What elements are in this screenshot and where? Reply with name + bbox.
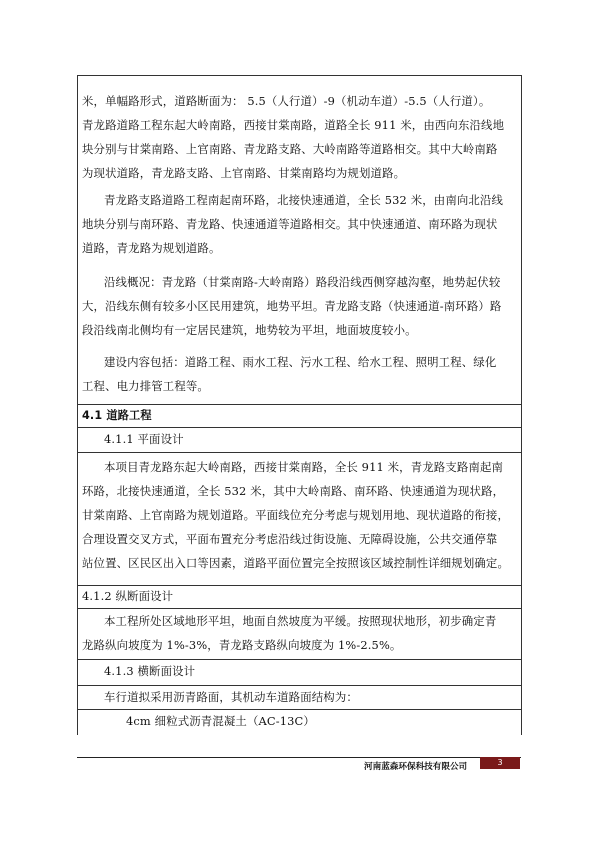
body-line: 龙路纵向坡度为 1%-3%，青龙路支路纵向坡度为 1%-2.5%。: [82, 638, 402, 652]
body-line: 本工程所处区域地形平坦，地面自然坡度为平缓。按照现状地形，初步确定青: [104, 614, 497, 628]
body-line: 车行道拟采用沥青路面，其机动车道路面结构为：: [104, 690, 358, 704]
body-line: 合理设置交叉方式，平面布置充分考虑沿线过街设施、无障碍设施，公共交通停靠: [82, 532, 498, 546]
body-line: 为现状道路，青龙路支路、上官南路、甘棠南路均为规划道路。: [82, 166, 406, 180]
page-number: 3: [480, 757, 520, 769]
body-line: 大，沿线东侧有较多小区民用建筑，地势平坦。青龙路支路（快速通道-南环路）路: [82, 299, 502, 313]
subsection-heading: 4.1.3 横断面设计: [104, 664, 196, 678]
body-line: 站位置、区民区出入口等因素，道路平面位置完全按照该区域控制性详细规划确定。: [82, 556, 510, 570]
body-line: 沿线概况：青龙路（甘棠南路-大岭南路）路段沿线西侧穿越沟壑，地势起伏较: [104, 275, 501, 289]
body-line: 本项目青龙路东起大岭南路，西接甘棠南路，全长 911 米，青龙路支路南起南: [104, 460, 504, 474]
subsection-heading: 4.1.2 纵断面设计: [82, 589, 174, 603]
row-divider: [77, 75, 521, 76]
row-divider: [77, 452, 521, 453]
body-line: 4cm 细粒式沥青混凝土（AC-13C）: [126, 714, 315, 728]
section-heading: 4.1 道路工程: [82, 409, 152, 422]
body-line: 段沿线南北侧均有一定居民建筑，地势较为平坦，地面坡度较小。: [82, 323, 417, 337]
body-line: 地块分别与南环路、青龙路、快速通道等道路相交。其中快速通道、南环路为现状: [82, 217, 498, 231]
body-line: 建设内容包括：道路工程、雨水工程、污水工程、给水工程、照明工程、绿化: [104, 355, 497, 369]
body-line: 环路，北接快速通道，全长 532 米，其中大岭南路、南环路、快速通道为现状路，: [82, 484, 505, 498]
body-line: 工程、电力排管工程等。: [82, 379, 209, 393]
body-line: 道路，青龙路为规划道路。: [82, 241, 221, 255]
body-line: 青龙路道路工程东起大岭南路，西接甘棠南路，道路全长 911 米，由西向东沿线地: [82, 118, 505, 132]
subsection-heading: 4.1.1 平面设计: [104, 432, 184, 446]
body-line: 米，单幅路形式，道路断面为： 5.5（人行道）-9（机动车道）-5.5（人行道）。: [82, 94, 491, 108]
body-line: 块分别与甘棠南路、上官南路、青龙路支路、大岭南路等道路相交。其中大岭南路: [82, 142, 498, 156]
company-name: 河南蓝森环保科技有限公司: [364, 762, 468, 772]
body-line: 甘棠南路、上官南路为规划道路。平面线位充分考虑与规划用地、现状道路的衔接，: [82, 508, 510, 522]
footer-rule: [77, 757, 521, 758]
body-line: 青龙路支路道路工程南起南环路，北接快速通道，全长 532 米，由南向北沿线: [104, 193, 504, 207]
